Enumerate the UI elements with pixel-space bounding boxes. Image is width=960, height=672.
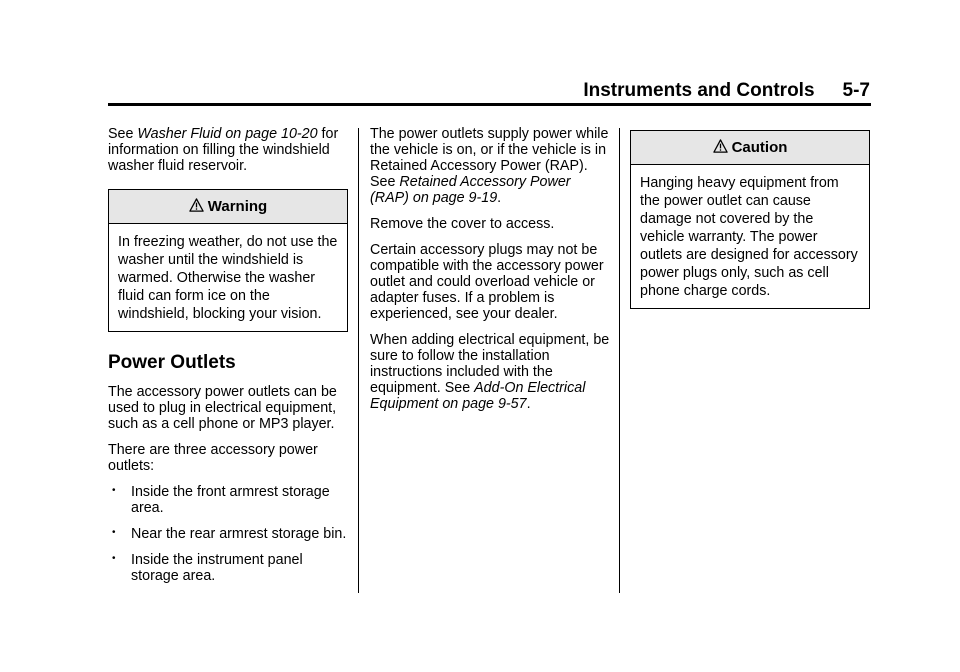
paragraph: [370, 126, 610, 206]
caution-title: Caution: [731, 139, 788, 156]
list-item: [108, 552, 348, 584]
paragraph: [370, 332, 610, 412]
column-3: [630, 126, 870, 309]
caution-box: [630, 130, 870, 309]
paragraph: Remove the cover to access.: [370, 216, 555, 232]
paragraph-text: The power outlets supply power while the vehicle is on, or if the vehicle is in Retained Accessory Power (RAP). See: [370, 126, 609, 190]
warning-triangle-icon: [713, 133, 728, 166]
column-divider: [619, 128, 620, 593]
list-item: [108, 526, 348, 542]
paragraph: There are three accessory power outlets:: [108, 442, 318, 474]
bullet-icon: •: [112, 485, 116, 496]
column-1: [108, 126, 348, 594]
warning-body: In freezing weather, do not use the washer until the windshield is warmed. Otherwise the washer fluid can form ice on the windshield, blocking your vision.: [118, 234, 338, 322]
page-header: [583, 80, 870, 102]
caution-body: Hanging heavy equipment from the power outlet can cause damage not covered by the vehicle warranty. The power outlets are designed for accessory power plugs only, such as cell phone charge cords.: [640, 175, 858, 299]
paragraph-text: When adding electrical equipment, be sure to follow the installation instructions included with the equipment. See: [370, 332, 610, 396]
chapter-title: Instruments and Controls: [583, 80, 815, 101]
add-on-electrical-link[interactable]: Add-On Electrical Equipment on page 9-57: [370, 380, 586, 412]
warning-title: Warning: [207, 198, 268, 215]
intro-rest: for information on filling the windshield washer fluid reservoir.: [108, 126, 339, 174]
paragraph: Certain accessory plugs may not be compatible with the accessory power outlet and could overload vehicle or adapter fuses. If a problem is experienced, see your dealer.: [370, 242, 604, 322]
intro-paragraph: [108, 126, 348, 174]
list-item: [108, 484, 348, 516]
warning-header: [109, 190, 347, 224]
paragraph-end: .: [497, 190, 502, 206]
page-number: 5-7: [842, 80, 870, 101]
intro-see: See: [108, 126, 138, 142]
header-rule: [108, 103, 871, 106]
list-item-text: Near the rear armrest storage bin.: [131, 526, 347, 542]
caution-header: [631, 131, 869, 165]
rap-link[interactable]: Retained Accessory Power (RAP) on page 9-19: [370, 174, 571, 206]
list-item-text: Inside the front armrest storage area.: [131, 484, 330, 516]
warning-triangle-icon: [189, 192, 204, 225]
bullet-icon: •: [112, 553, 116, 564]
washer-fluid-link[interactable]: Washer Fluid on page 10-20: [137, 126, 318, 142]
warning-box: [108, 189, 348, 332]
paragraph: The accessory power outlets can be used to plug in electrical equipment, such as a cell phone or MP3 player.: [108, 384, 337, 432]
list-item-text: Inside the instrument panel storage area.: [131, 552, 303, 584]
bullet-icon: •: [112, 527, 116, 538]
column-2: [370, 126, 610, 422]
column-divider: [358, 128, 359, 593]
paragraph-end: .: [526, 396, 531, 412]
section-title: Power Outlets: [108, 352, 236, 373]
